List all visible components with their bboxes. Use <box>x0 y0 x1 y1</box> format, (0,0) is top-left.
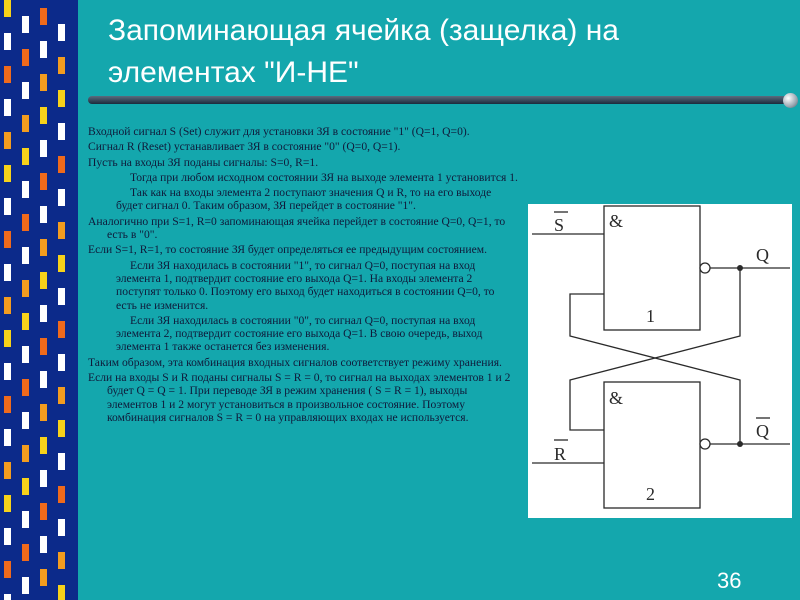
output-q-label: Q <box>756 245 769 265</box>
stripe-segment <box>58 156 65 173</box>
decorative-stripe-bar <box>0 0 78 600</box>
stripe-segment <box>58 552 65 569</box>
stripe-segment <box>40 272 47 289</box>
body-paragraph: Пусть на входы ЗЯ поданы сигналы: S=0, R=1. <box>88 155 319 169</box>
gate-1-symbol: & <box>609 211 624 231</box>
stripe-segment <box>58 354 65 371</box>
body-text <box>88 125 518 426</box>
body-paragraph: Входной сигнал S (Set) служит для установки ЗЯ в состояние "1" (Q=1, Q=0). <box>88 125 470 138</box>
stripe-segment <box>58 189 65 206</box>
stripe-segment <box>58 288 65 305</box>
stripe-segment <box>22 148 29 165</box>
feedback-qbar-wire <box>570 294 740 444</box>
stripe-segment <box>40 503 47 520</box>
stripe-segment <box>58 420 65 437</box>
stripe-segment <box>58 387 65 404</box>
gate-2-symbol: & <box>609 388 624 408</box>
stripe-segment <box>4 99 11 116</box>
stripe-segment <box>4 264 11 281</box>
stripe-segment <box>22 280 29 297</box>
stripe-segment <box>22 346 29 363</box>
stripe-segment <box>40 437 47 454</box>
stripe-segment <box>58 519 65 536</box>
stripe-segment <box>40 338 47 355</box>
stripe-segment <box>4 594 11 600</box>
stripe-segment <box>40 305 47 322</box>
stripe-segment <box>4 231 11 248</box>
body-paragraph: Таким образом, эта комбинация входных сигналов соответствует режиму хранения. <box>88 355 502 369</box>
stripe-segment <box>22 511 29 528</box>
feedback-q-wire <box>570 268 740 430</box>
stripe-segment <box>58 486 65 503</box>
stripe-segment <box>58 123 65 140</box>
stripe-segment <box>4 330 11 347</box>
body-paragraph: Если ЗЯ находилась в состоянии "0", то сигнал Q=0, поступая на вход элемента 2, подтвердит состояние его выхода Q=1. В свою очередь, выход элемента 1 также останется без изменения. <box>116 313 483 354</box>
stripe-segment <box>4 561 11 578</box>
stripe-segment <box>4 462 11 479</box>
stripe-segment <box>22 445 29 462</box>
divider-knob <box>783 93 798 108</box>
body-paragraph: Сигнал R (Reset) устанавливает ЗЯ в состояние "0" (Q=0, Q=1). <box>88 140 401 154</box>
stripe-segment <box>22 379 29 396</box>
slide-title: Запоминающая ячейка (защелка) на элементах "И-НЕ" <box>108 14 619 89</box>
stripe-segment <box>4 165 11 182</box>
stripe-segment <box>4 297 11 314</box>
stripe-segment <box>4 198 11 215</box>
input-s-label: S <box>554 215 565 235</box>
body-paragraph: Если на входы S и R поданы сигналы S = R = 0, то сигнал на выходах элементов 1 и 2 будет Q = Q = 1. При переводе ЗЯ в режим хранения ( S = R = 1), выходы элементов 1 и 2 могут установиться в произвольное состояние. Поэтому комбинация сигналов S = R = 0 на управляющих входах не используется. <box>88 371 511 424</box>
stripe-segment <box>40 74 47 91</box>
body-paragraph: Если S=1, R=1, то состояние ЗЯ будет определяться ее предыдущим состоянием. <box>88 243 487 257</box>
stripe-segment <box>4 528 11 545</box>
q-junction-dot <box>737 265 743 271</box>
stripe-pattern <box>0 0 78 600</box>
stripe-segment <box>58 57 65 74</box>
stripe-segment <box>40 8 47 25</box>
stripe-segment <box>40 41 47 58</box>
stripe-segment <box>40 173 47 190</box>
body-paragraph: Тогда при любом исходном состоянии ЗЯ на выходе элемента 1 установится 1. <box>130 170 518 184</box>
gate-1-number: 1 <box>646 306 655 326</box>
stripe-segment <box>4 0 11 17</box>
gate-1-inversion-bubble <box>700 263 710 273</box>
body-paragraph: Если ЗЯ находилась в состоянии "1", то сигнал Q=0, поступая на вход элемента 1, подтвердит состояние его выхода Q=1. На входы элемента 2 поступят только 0. Поэтому его выход будет находиться в состоянии Q=0, то есть не изменится. <box>116 258 495 312</box>
input-r-label: R <box>554 444 567 464</box>
stripe-segment <box>40 206 47 223</box>
stripe-segment <box>22 313 29 330</box>
latch-schematic <box>528 204 792 518</box>
stripe-segment <box>58 90 65 107</box>
stripe-segment <box>22 214 29 231</box>
title-divider <box>88 96 790 104</box>
stripe-segment <box>40 470 47 487</box>
stripe-segment <box>58 222 65 239</box>
stripe-segment <box>4 363 11 380</box>
stripe-segment <box>40 404 47 421</box>
stripe-segment <box>22 544 29 561</box>
stripe-segment <box>4 66 11 83</box>
stripe-segment <box>58 24 65 41</box>
stripe-segment <box>22 82 29 99</box>
stripe-segment <box>22 181 29 198</box>
body-paragraph: Аналогично при S=1, R=0 запоминающая ячейка перейдет в состояние Q=0, Q=1, то есть в "0". <box>88 214 506 242</box>
stripe-segment <box>22 115 29 132</box>
rs-latch-diagram <box>528 204 792 518</box>
stripe-segment <box>40 107 47 124</box>
stripe-segment <box>58 453 65 470</box>
gate-2-number: 2 <box>646 484 655 504</box>
stripe-segment <box>4 396 11 413</box>
stripe-segment <box>22 478 29 495</box>
stripe-segment <box>40 569 47 586</box>
stripe-segment <box>4 33 11 50</box>
stripe-segment <box>40 239 47 256</box>
stripe-segment <box>40 371 47 388</box>
stripe-segment <box>4 429 11 446</box>
body-paragraph: Так как на входы элемента 2 поступают значения Q и R, то на его выходе будет сигнал 0. Таким образом, ЗЯ перейдет в состояние "1". <box>116 186 492 213</box>
gate-2-inversion-bubble <box>700 439 710 449</box>
stripe-segment <box>22 49 29 66</box>
stripe-segment <box>4 132 11 149</box>
stripe-segment <box>40 536 47 553</box>
stripe-segment <box>22 16 29 33</box>
stripe-segment <box>22 247 29 264</box>
stripe-segment <box>40 140 47 157</box>
stripe-segment <box>58 585 65 600</box>
stripe-segment <box>22 412 29 429</box>
stripe-segment <box>58 321 65 338</box>
qbar-junction-dot <box>737 441 743 447</box>
stripe-segment <box>4 495 11 512</box>
page-number: 36 <box>717 568 742 593</box>
output-qbar-label: Q <box>756 421 769 441</box>
stripe-segment <box>22 577 29 594</box>
stripe-segment <box>58 255 65 272</box>
